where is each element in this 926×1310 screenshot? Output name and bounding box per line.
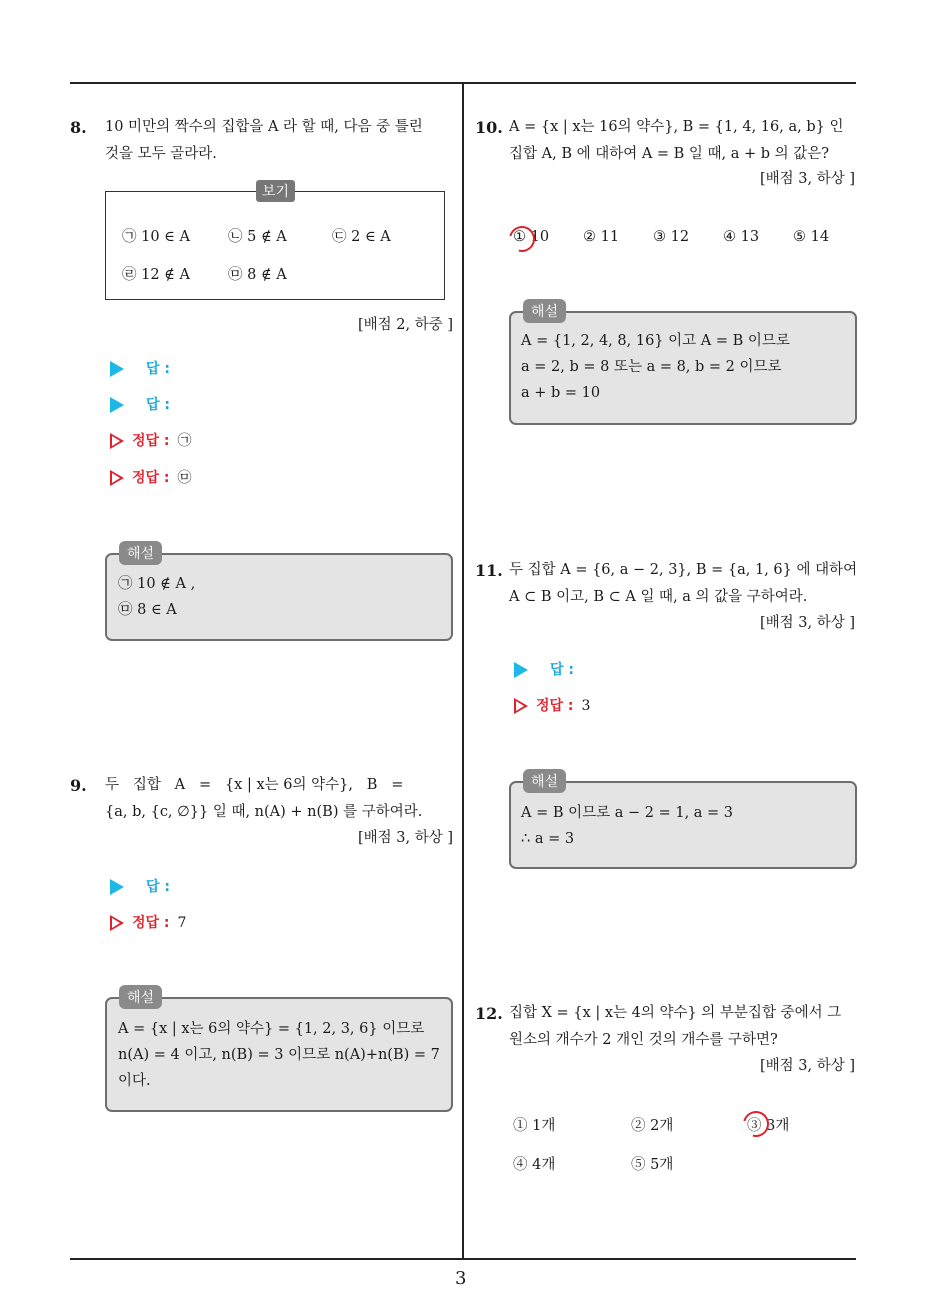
q8-text-line1: 10 미만의 짝수의 집합을 A 라 할 때, 다음 중 틀린 [105,119,423,135]
correct-arrow-icon [514,698,528,714]
q9-points: [배점 3, 하상 ] [357,830,453,846]
answer-arrow-icon [110,879,124,895]
q11-haeseol-label: 해설 [523,769,566,793]
correct-arrow-icon [110,915,124,931]
q10-text-line2: 집합 A, B 에 대하여 A = B 일 때, a + b 의 값은? [509,146,830,162]
q10-text-line1: A = {x | x는 16의 약수}, B = {1, 4, 16, a, b} 인 [509,119,844,135]
bottom-rule [70,1258,856,1260]
q8-correct-row-2: 정답 : ㉤ [110,467,192,487]
q8-correct-row-1: 정답 : ㉠ [110,430,192,450]
q10-haeseol-label: 해설 [523,299,566,323]
q10-choice-4[interactable]: ④ 13 [723,229,760,245]
q10-haeseol-line-1: A = {1, 2, 4, 8, 16} 이고 A = B 이므로 [521,333,790,349]
q9-answer-row[interactable]: 답 : [110,876,170,896]
q12-text-line2: 원소의 개수가 2 개인 것의 개수를 구하면? [509,1032,778,1048]
answer-arrow-icon [110,397,124,413]
q10-choice-3[interactable]: ③ 12 [653,229,690,245]
column-divider [462,82,464,1260]
q9-text-line1: 두 집합 A = {x | x는 6의 약수}, B = [105,777,404,793]
q10-choice-5[interactable]: ⑤ 14 [793,229,830,245]
q12-text-line1: 집합 X = {x | x는 4의 약수} 의 부분집합 중에서 그 [509,1005,842,1021]
q8-haeseol-label: 해설 [119,541,162,565]
q11-text-line1: 두 집합 A = {6, a − 2, 3}, B = {a, 1, 6} 에 대하여 [509,562,858,578]
q10-choice-1[interactable]: ① 10 [513,229,550,245]
q8-bogi-item-1: ㉠ 10 ∈ A [122,229,190,245]
q8-bogi-item-5: ㉤ 8 ∉ A [228,267,287,283]
q10-choice-2[interactable]: ② 11 [583,229,620,245]
q10-points: [배점 3, 하상 ] [759,171,855,187]
q10-number: 10. [475,118,503,137]
answer-arrow-icon [514,662,528,678]
q12-choice-4[interactable]: ④ 4개 [513,1157,556,1173]
q12-choice-2[interactable]: ② 2개 [631,1118,674,1134]
q9-haeseol-line-1: A = {x | x는 6의 약수} = {1, 2, 3, 6} 이므로 [118,1021,425,1037]
q8-text-line2: 것을 모두 골라라. [105,146,217,162]
correct-arrow-icon [110,470,124,486]
q8-haeseol-line-1: ㉠ 10 ∉ A , [118,576,196,592]
q10-selected-circle-icon [504,221,540,257]
q11-text-line2: A ⊂ B 이고, B ⊂ A 일 때, a 의 값을 구하여라. [509,589,808,605]
q12-points: [배점 3, 하상 ] [759,1058,855,1074]
q9-correct-row: 정답 : 7 [110,912,186,932]
q11-number: 11. [475,561,503,580]
page-number: 3 [455,1268,467,1289]
q11-answer-row[interactable]: 답 : [514,659,574,679]
q10-haeseol-line-3: a + b = 10 [521,385,601,401]
q11-haeseol-line-1: A = B 이므로 a − 2 = 1, a = 3 [521,805,734,821]
q12-number: 12. [475,1004,503,1023]
q11-correct-row: 정답 : 3 [514,695,590,715]
answer-arrow-icon [110,361,124,377]
correct-arrow-icon [110,433,124,449]
q8-haeseol-line-2: ㉤ 8 ∈ A [118,602,177,618]
q8-answer-row-1[interactable]: 답 : [110,358,170,378]
q9-text-line2: {a, b, {c, ∅}} 일 때, n(A) + n(B) 를 구하여라. [105,804,423,820]
q9-haeseol-line-3: 이다. [118,1073,151,1089]
q9-haeseol-label: 해설 [119,985,162,1009]
q12-choice-3[interactable]: ③ 3개 [747,1118,790,1134]
q9-number: 9. [70,776,87,795]
q8-bogi-item-4: ㉣ 12 ∉ A [122,267,190,283]
q12-choice-5[interactable]: ⑤ 5개 [631,1157,674,1173]
q11-haeseol-line-2: ∴ a = 3 [521,831,575,847]
q9-haeseol-line-2: n(A) = 4 이고, n(B) = 3 이므로 n(A)+n(B) = 7 [118,1047,440,1063]
q12-choice-1[interactable]: ① 1개 [513,1118,556,1134]
q8-number: 8. [70,118,87,137]
q8-answer-row-2[interactable]: 답 : [110,394,170,414]
q8-points: [배점 2, 하중 ] [357,317,453,333]
q12-selected-circle-icon [738,1106,774,1142]
q10-haeseol-line-2: a = 2, b = 8 또는 a = 8, b = 2 이므로 [521,359,782,375]
q8-bogi-label: 보기 [256,180,295,202]
q11-points: [배점 3, 하상 ] [759,615,855,631]
q8-bogi-item-2: ㉡ 5 ∉ A [228,229,287,245]
q8-bogi-item-3: ㉢ 2 ∈ A [332,229,391,245]
